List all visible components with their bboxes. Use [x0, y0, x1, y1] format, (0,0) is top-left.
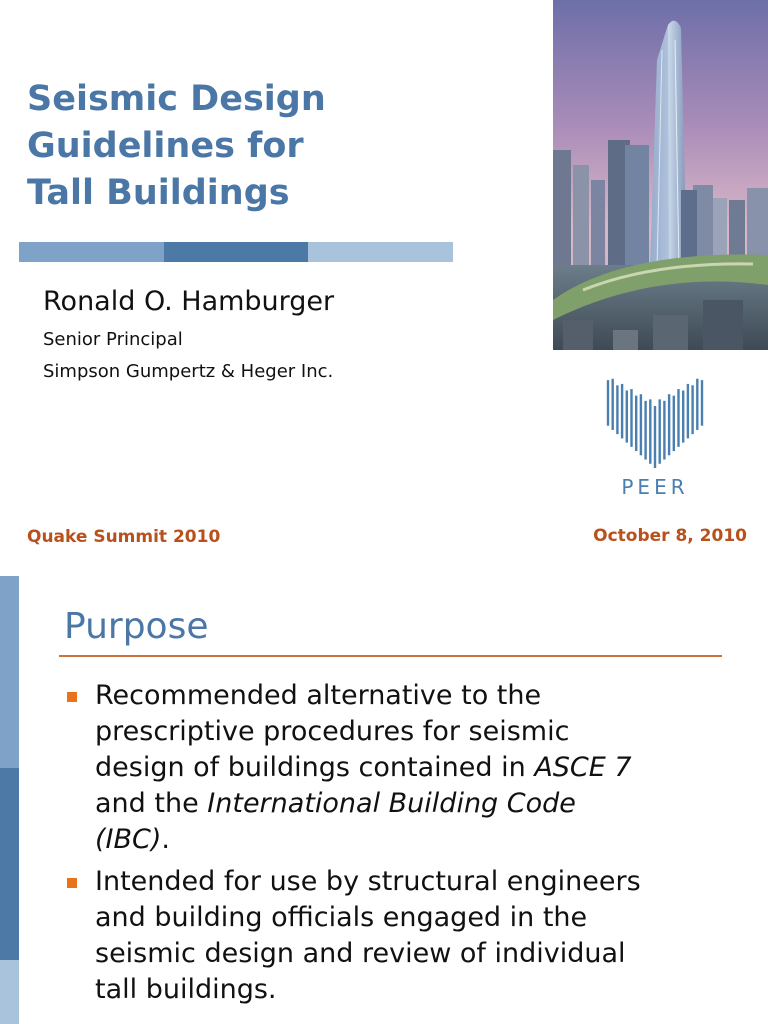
- title-line-2: Guidelines for: [27, 126, 304, 166]
- purpose-slide: [0, 576, 768, 1024]
- bullet-text-line: Recommended alternative to the: [95, 680, 542, 711]
- peer-logo-icon: [600, 368, 710, 503]
- bullet-text-line: seismic design and review of individual: [95, 938, 626, 969]
- bullet-text: .: [161, 824, 170, 855]
- bullet-text-line: [95, 786, 744, 822]
- bullet-text-line: tall buildings.: [95, 974, 277, 1005]
- divider-segment-dark: [164, 242, 308, 262]
- divider-segment-light: [19, 242, 164, 262]
- list-item: [64, 864, 744, 1008]
- sidebar-segment-pale: [0, 960, 19, 1024]
- heading-underline: [59, 655, 722, 657]
- bullet-list: [64, 678, 744, 1014]
- bullet-text: design of buildings contained in: [95, 752, 535, 783]
- bullet-text: and the: [95, 788, 208, 819]
- slide-sidebar: [0, 576, 19, 1024]
- presentation-title: [27, 76, 447, 217]
- slide-heading: Purpose: [64, 606, 209, 647]
- bullet-text-line: [95, 822, 744, 858]
- sidebar-segment-light: [0, 576, 19, 768]
- bullet-text-line: [95, 750, 744, 786]
- bullet-text-italic: (IBC): [95, 824, 162, 855]
- title-line-1: Seismic Design: [27, 79, 326, 119]
- bullet-text-line: Intended for use by structural engineers: [95, 866, 641, 897]
- sidebar-segment-dark: [0, 768, 19, 960]
- title-divider-bar: [19, 242, 453, 262]
- bullet-text-italic: ASCE 7: [534, 752, 632, 783]
- author-role: Senior Principal: [43, 329, 183, 350]
- bullet-text-line: and building officials engaged in the: [95, 902, 588, 933]
- bullet-text-line: prescriptive procedures for seismic: [95, 716, 570, 747]
- peer-logo-text: PEER: [621, 475, 689, 499]
- author-name: Ronald O. Hamburger: [43, 286, 335, 317]
- event-date: October 8, 2010: [593, 526, 747, 546]
- bullet-text-italic: International Building Code: [207, 788, 576, 819]
- orange-square-bullet-icon: [67, 878, 77, 888]
- divider-segment-pale: [308, 242, 453, 262]
- event-name: Quake Summit 2010: [27, 527, 221, 547]
- author-company: Simpson Gumpertz & Heger Inc.: [43, 361, 334, 382]
- title-line-3: Tall Buildings: [27, 173, 290, 213]
- tall-building-rendering-image: [553, 0, 768, 350]
- orange-square-bullet-icon: [67, 692, 77, 702]
- list-item: [64, 678, 744, 858]
